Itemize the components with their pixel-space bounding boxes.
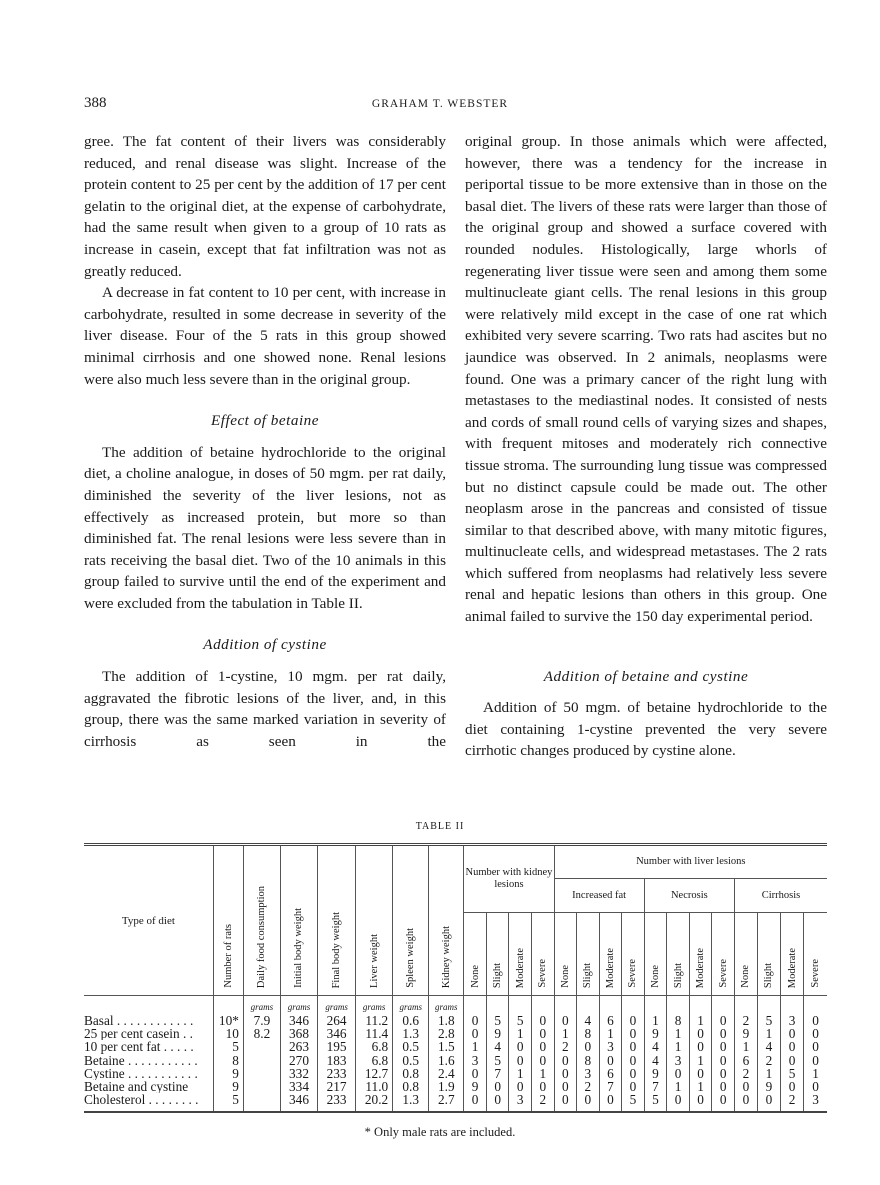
fat-slight: 2 xyxy=(577,1080,600,1093)
initial-weight: 263 xyxy=(280,1040,317,1053)
table-body xyxy=(84,1014,827,1112)
necrosis-moderate: 0 xyxy=(689,1040,712,1053)
necrosis-severe: 0 xyxy=(712,1093,735,1112)
final-weight: 195 xyxy=(318,1040,356,1053)
unit-label: grams xyxy=(243,996,280,1015)
cirrhosis-moderate: 0 xyxy=(781,1080,804,1093)
paragraph: The addition of 1-cystine, 10 mgm. per rat daily, aggravated the fibrotic lesions of the liver, and, in this group, there was the same marked variation in severity of cirrhosis as seen in the xyxy=(84,668,446,750)
kidney-weight: 1.6 xyxy=(429,1054,464,1067)
units-row xyxy=(84,996,827,1015)
data-table xyxy=(84,843,827,1115)
final-weight: 183 xyxy=(318,1054,356,1067)
initial-weight: 332 xyxy=(280,1067,317,1080)
header-kidney-slight: Slight xyxy=(486,913,509,996)
kidney-slight: 5 xyxy=(486,1054,509,1067)
fat-slight: 4 xyxy=(577,1014,600,1027)
table-row xyxy=(84,1027,827,1040)
necrosis-none: 4 xyxy=(644,1040,667,1053)
kidney-slight: 9 xyxy=(486,1027,509,1040)
cirrhosis-moderate: 5 xyxy=(781,1067,804,1080)
liver-weight: 6.8 xyxy=(356,1054,393,1067)
header-necrosis-none: None xyxy=(644,913,667,996)
header-fat-none: None xyxy=(554,913,577,996)
number-of-rats: 10* xyxy=(213,1014,243,1027)
final-weight: 346 xyxy=(318,1027,356,1040)
table-row xyxy=(84,1093,827,1112)
header-cirrhosis: Cirrhosis xyxy=(734,879,827,913)
header-fat-moderate: Moderate xyxy=(599,913,622,996)
diet-name: Cholesterol . . . . . . . . xyxy=(84,1093,199,1108)
liver-weight: 12.7 xyxy=(356,1067,393,1080)
kidney-moderate: 0 xyxy=(509,1054,532,1067)
paragraph: gree. The fat content of their livers was considerably reduced, and renal disease was slight. Increase of the protein content to 25 per cent by the addition of 17 per cent gelatin to the original diet, at the expense of carbohydrate, had the same result when given to a group of 10 rats as increase in casein, except that fat infiltration was not as greatly reduced. xyxy=(84,133,446,280)
necrosis-severe: 0 xyxy=(712,1054,735,1067)
fat-slight: 0 xyxy=(577,1093,600,1112)
fat-none: 0 xyxy=(554,1080,577,1093)
table-row xyxy=(84,1014,827,1027)
initial-weight: 346 xyxy=(280,1014,317,1027)
table-row xyxy=(84,1080,827,1093)
unit-label: grams xyxy=(429,996,464,1015)
kidney-moderate: 3 xyxy=(509,1093,532,1112)
header-fat-slight: Slight xyxy=(577,913,600,996)
number-of-rats: 10 xyxy=(213,1027,243,1040)
header-cirrhosis-moderate: Moderate xyxy=(781,913,804,996)
spleen-weight: 0.6 xyxy=(393,1014,429,1027)
kidney-none: 0 xyxy=(464,1027,487,1040)
necrosis-none: 7 xyxy=(644,1080,667,1093)
initial-weight: 368 xyxy=(280,1027,317,1040)
cirrhosis-none: 6 xyxy=(734,1054,757,1067)
necrosis-moderate: 1 xyxy=(689,1054,712,1067)
cirrhosis-slight: 5 xyxy=(757,1014,780,1027)
kidney-weight: 1.9 xyxy=(429,1080,464,1093)
table-footnote: * Only male rats are included. xyxy=(364,1125,516,1139)
unit-label: grams xyxy=(280,996,317,1015)
diet-name: Betaine and cystine xyxy=(84,1080,189,1094)
initial-weight: 346 xyxy=(280,1093,317,1112)
kidney-slight: 7 xyxy=(486,1067,509,1080)
cirrhosis-moderate: 0 xyxy=(781,1040,804,1053)
necrosis-none: 9 xyxy=(644,1027,667,1040)
kidney-slight: 4 xyxy=(486,1040,509,1053)
header-kidney-none: None xyxy=(464,913,487,996)
necrosis-none: 1 xyxy=(644,1014,667,1027)
fat-moderate: 6 xyxy=(599,1014,622,1027)
header-liver-lesions: Number with liver lesions xyxy=(554,845,827,879)
kidney-weight: 2.8 xyxy=(429,1027,464,1040)
initial-weight: 334 xyxy=(280,1080,317,1093)
diet-name: Basal . . . . . . . . . . . . xyxy=(84,1014,194,1028)
necrosis-moderate: 0 xyxy=(689,1067,712,1080)
kidney-moderate: 5 xyxy=(509,1014,532,1027)
cirrhosis-slight: 4 xyxy=(757,1040,780,1053)
necrosis-slight: 3 xyxy=(667,1054,690,1067)
kidney-severe: 0 xyxy=(531,1080,554,1093)
header-type-of-diet: Type of diet xyxy=(84,845,213,996)
necrosis-moderate: 1 xyxy=(689,1080,712,1093)
kidney-slight: 0 xyxy=(486,1093,509,1112)
header-necrosis: Necrosis xyxy=(644,879,734,913)
cirrhosis-severe: 0 xyxy=(804,1080,827,1093)
fat-moderate: 7 xyxy=(599,1080,622,1093)
fat-severe: 5 xyxy=(622,1093,645,1112)
cirrhosis-severe: 0 xyxy=(804,1027,827,1040)
header-initial-weight: Initial body weight xyxy=(280,845,317,996)
header-liver-weight: Liver weight xyxy=(356,845,393,996)
number-of-rats: 8 xyxy=(213,1054,243,1067)
cirrhosis-none: 9 xyxy=(734,1027,757,1040)
header-necrosis-slight: Slight xyxy=(667,913,690,996)
kidney-slight: 5 xyxy=(486,1014,509,1027)
number-of-rats: 5 xyxy=(213,1040,243,1053)
spleen-weight: 0.5 xyxy=(393,1040,429,1053)
fat-none: 0 xyxy=(554,1067,577,1080)
necrosis-moderate: 0 xyxy=(689,1093,712,1112)
header-kidney-lesions: Number with kidney lesions xyxy=(464,845,554,913)
fat-none: 0 xyxy=(554,1054,577,1067)
fat-slight: 8 xyxy=(577,1027,600,1040)
cirrhosis-none: 2 xyxy=(734,1014,757,1027)
daily-food xyxy=(243,1054,280,1067)
kidney-slight: 0 xyxy=(486,1080,509,1093)
cirrhosis-moderate: 3 xyxy=(781,1014,804,1027)
necrosis-severe: 0 xyxy=(712,1027,735,1040)
fat-moderate: 3 xyxy=(599,1040,622,1053)
cirrhosis-moderate: 0 xyxy=(781,1054,804,1067)
spleen-weight: 0.8 xyxy=(393,1080,429,1093)
diet-name: 10 per cent fat . . . . . xyxy=(84,1040,194,1054)
cirrhosis-severe: 0 xyxy=(804,1054,827,1067)
kidney-none: 3 xyxy=(464,1054,487,1067)
fat-severe: 0 xyxy=(622,1014,645,1027)
spleen-weight: 1.3 xyxy=(393,1093,429,1112)
kidney-weight: 1.5 xyxy=(429,1040,464,1053)
liver-weight: 11.4 xyxy=(356,1027,393,1040)
necrosis-slight: 0 xyxy=(667,1093,690,1112)
running-head: GRAHAM T. WEBSTER xyxy=(371,98,509,110)
cirrhosis-severe: 1 xyxy=(804,1067,827,1080)
necrosis-none: 4 xyxy=(644,1054,667,1067)
kidney-weight: 2.7 xyxy=(429,1093,464,1112)
daily-food: 7.9 xyxy=(243,1014,280,1027)
daily-food xyxy=(243,1067,280,1080)
fat-slight: 0 xyxy=(577,1040,600,1053)
cirrhosis-slight: 9 xyxy=(757,1080,780,1093)
fat-severe: 0 xyxy=(622,1067,645,1080)
right-column xyxy=(465,131,827,762)
fat-none: 0 xyxy=(554,1014,577,1027)
page-number: 388 xyxy=(84,95,107,111)
header-necrosis-moderate: Moderate xyxy=(689,913,712,996)
table-caption: TABLE II xyxy=(415,821,465,832)
kidney-none: 9 xyxy=(464,1080,487,1093)
fat-severe: 0 xyxy=(622,1054,645,1067)
fat-moderate: 0 xyxy=(599,1054,622,1067)
liver-weight: 20.2 xyxy=(356,1093,393,1112)
necrosis-slight: 1 xyxy=(667,1080,690,1093)
fat-none: 2 xyxy=(554,1040,577,1053)
kidney-moderate: 1 xyxy=(509,1027,532,1040)
cirrhosis-slight: 1 xyxy=(757,1067,780,1080)
necrosis-none: 9 xyxy=(644,1067,667,1080)
final-weight: 217 xyxy=(318,1080,356,1093)
fat-none: 0 xyxy=(554,1093,577,1112)
kidney-none: 1 xyxy=(464,1040,487,1053)
unit-label: grams xyxy=(318,996,356,1015)
header-cirrhosis-severe: Severe xyxy=(804,913,827,996)
cirrhosis-none: 1 xyxy=(734,1040,757,1053)
final-weight: 233 xyxy=(318,1093,356,1112)
daily-food xyxy=(243,1040,280,1053)
necrosis-slight: 0 xyxy=(667,1067,690,1080)
diet-name: 25 per cent casein . . xyxy=(84,1027,193,1041)
necrosis-moderate: 0 xyxy=(689,1027,712,1040)
number-of-rats: 5 xyxy=(213,1093,243,1112)
section-heading: Addition of betaine and cystine xyxy=(543,667,749,685)
number-of-rats: 9 xyxy=(213,1080,243,1093)
initial-weight: 270 xyxy=(280,1054,317,1067)
necrosis-slight: 1 xyxy=(667,1040,690,1053)
paragraph: A decrease in fat content to 10 per cent, with increase in carbohydrate, resulted in some decrease in severity of the liver disease. Four of the 5 rats in this group showed minimal cirrhosis and one showed none. Renal lesions were also much less severe than in the original group. xyxy=(84,284,446,388)
header-necrosis-severe: Severe xyxy=(712,913,735,996)
unit-label: grams xyxy=(356,996,393,1015)
kidney-none: 0 xyxy=(464,1014,487,1027)
header-kidney-weight: Kidney weight xyxy=(429,845,464,996)
paragraph: original group. In those animals which were affected, however, there was a tendency for the increase in periportal tissue to be more extensive than in those on the basal diet. The livers of these rats were larger than those of the original group and showed a surface covered with rounded nodules. Histologically, large whorls of regenerating liver tissue were seen and among them some multinucleate giant cells. The renal lesions in this group were relatively mild except in the case of one rat which exhibited very severe scarring. Two rats had ascites but no jaundice was observed. In 2 animals, neoplasms were found. One was a primary cancer of the right lung with metastases to the mediastinal nodes. It consisted of nests and cords of small round cells of varying sizes and shapes, with frequent mitoses and moderately rich connective tissue stroma. The surrounding lung tissue was compressed but no distinct capsule could be made out. The other neoplasm arose in the pancreas and consisted of tissue similar to that described above, with many mitotic figures, multinucleate cells, and widespread metastases. The 2 rats which suffered from neoplasms had relatively less severe renal and hepatic lesions than others in this group. One animal failed to survive the 150 day experimental period. xyxy=(465,133,827,626)
necrosis-slight: 1 xyxy=(667,1027,690,1040)
header-fat-severe: Severe xyxy=(622,913,645,996)
fat-moderate: 6 xyxy=(599,1067,622,1080)
daily-food xyxy=(243,1093,280,1112)
kidney-severe: 0 xyxy=(531,1054,554,1067)
header-kidney-moderate: Moderate xyxy=(509,913,532,996)
cirrhosis-slight: 0 xyxy=(757,1093,780,1112)
paragraph: The addition of betaine hydrochloride to the original diet, a choline analogue, in doses of 50 mgm. per rat daily, diminished the severity of the liver lesions, not as effectively as increased protein, but more so than diminished fat. The renal lesions were less severe than in rats receiving the basal diet. Two of the 10 animals in this group failed to survive until the end of the experiment and were excluded from the tabulation in Table II. xyxy=(84,443,446,612)
final-weight: 264 xyxy=(318,1014,356,1027)
kidney-severe: 0 xyxy=(531,1014,554,1027)
spleen-weight: 1.3 xyxy=(393,1027,429,1040)
section-heading: Addition of cystine xyxy=(203,636,327,654)
fat-slight: 3 xyxy=(577,1067,600,1080)
fat-moderate: 1 xyxy=(599,1027,622,1040)
cirrhosis-moderate: 0 xyxy=(781,1027,804,1040)
kidney-severe: 0 xyxy=(531,1027,554,1040)
spleen-weight: 0.8 xyxy=(393,1067,429,1080)
necrosis-severe: 0 xyxy=(712,1067,735,1080)
fat-slight: 8 xyxy=(577,1054,600,1067)
cirrhosis-slight: 1 xyxy=(757,1027,780,1040)
kidney-none: 0 xyxy=(464,1093,487,1112)
necrosis-severe: 0 xyxy=(712,1014,735,1027)
cirrhosis-slight: 2 xyxy=(757,1054,780,1067)
header-kidney-severe: Severe xyxy=(531,913,554,996)
kidney-severe: 0 xyxy=(531,1040,554,1053)
necrosis-none: 5 xyxy=(644,1093,667,1112)
cirrhosis-severe: 3 xyxy=(804,1093,827,1112)
liver-weight: 11.0 xyxy=(356,1080,393,1093)
fat-severe: 0 xyxy=(622,1027,645,1040)
kidney-severe: 1 xyxy=(531,1067,554,1080)
table-row xyxy=(84,1040,827,1053)
kidney-moderate: 0 xyxy=(509,1040,532,1053)
kidney-none: 0 xyxy=(464,1067,487,1080)
cirrhosis-none: 2 xyxy=(734,1067,757,1080)
daily-food xyxy=(243,1080,280,1093)
header-cirrhosis-none: None xyxy=(734,913,757,996)
unit-label: grams xyxy=(393,996,429,1015)
kidney-severe: 2 xyxy=(531,1093,554,1112)
header-daily-food: Daily food consumption xyxy=(243,845,280,996)
final-weight: 233 xyxy=(318,1067,356,1080)
kidney-moderate: 1 xyxy=(509,1067,532,1080)
left-column xyxy=(84,131,446,752)
necrosis-severe: 0 xyxy=(712,1040,735,1053)
fat-none: 1 xyxy=(554,1027,577,1040)
kidney-weight: 1.8 xyxy=(429,1014,464,1027)
paragraph: Addition of 50 mgm. of betaine hydrochloride to the diet containing 1-cystine prevented the very severe cirrhotic changes produced by cystine alone. xyxy=(465,699,827,760)
fat-severe: 0 xyxy=(622,1040,645,1053)
liver-weight: 11.2 xyxy=(356,1014,393,1027)
header-spleen-weight: Spleen weight xyxy=(393,845,429,996)
cirrhosis-moderate: 2 xyxy=(781,1093,804,1112)
number-of-rats: 9 xyxy=(213,1067,243,1080)
necrosis-severe: 0 xyxy=(712,1080,735,1093)
header-cirrhosis-slight: Slight xyxy=(757,913,780,996)
cirrhosis-none: 0 xyxy=(734,1093,757,1112)
fat-severe: 0 xyxy=(622,1080,645,1093)
kidney-weight: 2.4 xyxy=(429,1067,464,1080)
diet-name: Cystine . . . . . . . . . . . xyxy=(84,1066,198,1081)
diet-name: Betaine . . . . . . . . . . . xyxy=(84,1053,198,1067)
table-row xyxy=(84,1054,827,1067)
header-number-of-rats: Number of rats xyxy=(213,845,243,996)
section-heading: Effect of betaine xyxy=(210,412,320,430)
header-final-weight: Final body weight xyxy=(318,845,356,996)
necrosis-slight: 8 xyxy=(667,1014,690,1027)
kidney-moderate: 0 xyxy=(509,1080,532,1093)
table-row xyxy=(84,1067,827,1080)
header-increased-fat: Increased fat xyxy=(554,879,644,913)
spleen-weight: 0.5 xyxy=(393,1054,429,1067)
fat-moderate: 0 xyxy=(599,1093,622,1112)
cirrhosis-severe: 0 xyxy=(804,1014,827,1027)
necrosis-moderate: 1 xyxy=(689,1014,712,1027)
liver-weight: 6.8 xyxy=(356,1040,393,1053)
cirrhosis-severe: 0 xyxy=(804,1040,827,1053)
cirrhosis-none: 0 xyxy=(734,1080,757,1093)
daily-food: 8.2 xyxy=(243,1027,280,1040)
